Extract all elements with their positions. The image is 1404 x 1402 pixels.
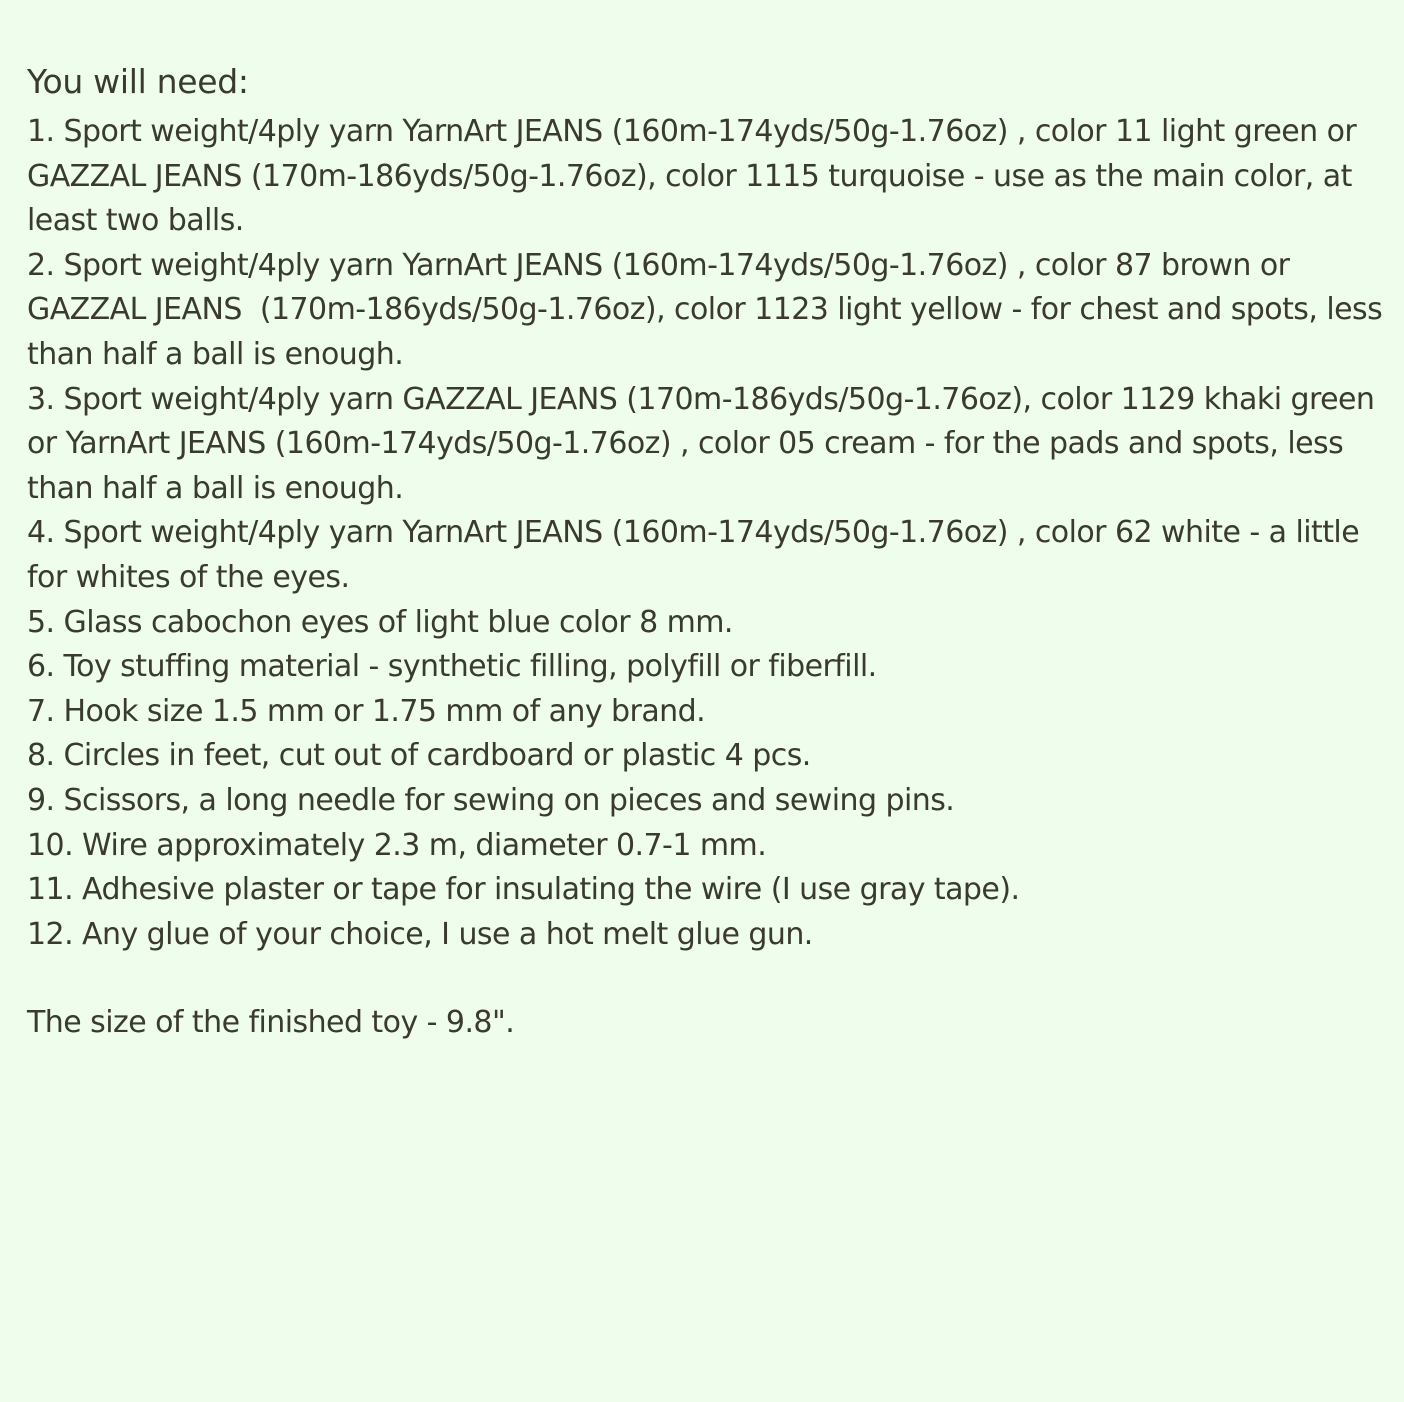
list-item: 10. Wire approximately 2.3 m, diameter 0.7-1 mm.: [27, 827, 767, 863]
list-item: 11. Adhesive plaster or tape for insulating the wire (I use gray tape).: [27, 872, 1020, 908]
list-item: 9. Scissors, a long needle for sewing on pieces and sewing pins.: [27, 782, 955, 818]
list-item: 5. Glass cabochon eyes of light blue color 8 mm.: [27, 604, 733, 640]
list-item: 4. Sport weight/4ply yarn YarnArt JEANS (160m-174yds/50g-1.76oz) , color 62 white - a little for whites of the eyes.: [27, 515, 1369, 595]
materials-heading: You will need:: [27, 62, 249, 101]
list-item: 8. Circles in feet, cut out of cardboard or plastic 4 pcs.: [27, 738, 811, 774]
materials-list: [27, 110, 1392, 957]
list-item: 12. Any glue of your choice, I use a hot melt glue gun.: [27, 916, 813, 952]
list-item: 6. Toy stuffing material - synthetic filling, polyfill or fiberfill.: [27, 649, 877, 685]
list-item: 1. Sport weight/4ply yarn YarnArt JEANS (160m-174yds/50g-1.76oz) , color 11 light green or GAZZAL JEANS (170m-186yds/50g-1.76oz), color 1115 turquoise - use as the main color, at least two balls.: [27, 114, 1366, 239]
document-page: [27, 58, 1392, 1046]
finished-size-note: The size of the finished toy - 9.8".: [27, 1005, 515, 1041]
list-item: 2. Sport weight/4ply yarn YarnArt JEANS (160m-174yds/50g-1.76oz) , color 87 brown or GAZZAL JEANS (170m-186yds/50g-1.76oz), color 1123 light yellow - for chest and spots, less than half a ball is enough.: [27, 247, 1392, 372]
list-item: 3. Sport weight/4ply yarn GAZZAL JEANS (170m-186yds/50g-1.76oz), color 1129 khaki green or YarnArt JEANS (160m-174yds/50g-1.76oz) , color 05 cream - for the pads and spots, less than half a ball is enough.: [27, 381, 1384, 506]
list-item: 7. Hook size 1.5 mm or 1.75 mm of any brand.: [27, 693, 706, 729]
